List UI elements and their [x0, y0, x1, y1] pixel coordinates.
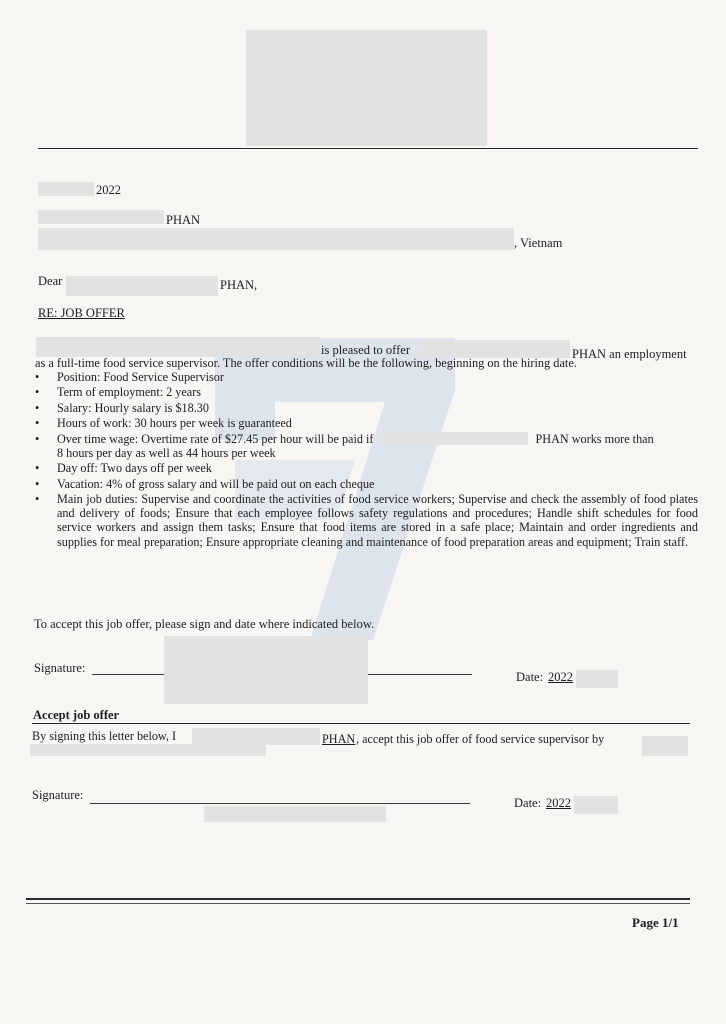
offer-conditions-list [34, 370, 698, 550]
salutation-name: PHAN, [220, 278, 258, 292]
condition-position: • Position: Food Service Supervisor [34, 370, 698, 384]
salutation-prefix: Dear [38, 274, 63, 288]
signature-redacted [164, 636, 368, 704]
accept-rule [32, 723, 690, 724]
condition-overtime [34, 432, 698, 460]
overtime-text-3: 8 hours per day as well as 44 hours per week [57, 445, 276, 460]
date-label-2: Date: [514, 796, 542, 810]
recipient-country: , Vietnam [514, 236, 563, 250]
page-number: Page 1/1 [632, 915, 679, 930]
condition-term: • Term of employment: 2 years [34, 385, 698, 399]
condition-day-off: • Day off: Two days off per week [34, 461, 698, 475]
signature-label: Signature: [34, 661, 86, 675]
accept-text-1: By signing this letter below, I [32, 729, 177, 743]
letter-date-year: 2022 [96, 183, 121, 197]
signature-line-2[interactable] [90, 803, 470, 804]
letterhead-logo-redacted [246, 30, 487, 146]
intro-line-2: as a full-time food service supervisor. The offer conditions will be the following, beginning on the hiring date. [35, 356, 577, 370]
overtime-employee-redacted [380, 432, 528, 445]
accept-continuation-redacted [30, 744, 266, 756]
recipient-name: PHAN [166, 213, 201, 227]
condition-salary: • Salary: Hourly salary is $18.30 [34, 401, 698, 415]
intro-text-2: PHAN an employment [572, 347, 687, 361]
salutation-name-redacted [66, 276, 218, 296]
recipient-firstname-redacted [38, 210, 164, 224]
date-label: Date: [516, 670, 544, 684]
accept-text-3: , accept this job offer of food service supervisor by [356, 732, 605, 746]
recipient-address-redacted [38, 228, 514, 250]
accept-instruction: To accept this job offer, please sign and date where indicated below. [34, 617, 375, 631]
accept-heading: Accept job offer [33, 708, 120, 722]
subject-line: RE: JOB OFFER [38, 306, 125, 320]
signature-label-2: Signature: [32, 788, 84, 802]
footer-rule-2 [26, 903, 690, 904]
date-redacted [576, 670, 618, 688]
header-rule [38, 148, 698, 149]
accept-text-2: PHAN [322, 732, 356, 746]
condition-hours: • Hours of work: 30 hours per week is guaranteed [34, 416, 698, 430]
condition-duties: • Main job duties: Supervise and coordinate the activities of food service workers; Supervise and check the assembly of food plates and delivery of foods; Ensure that each employee follows safety regulations and procedures; Handle shift schedules for food service workers and assign them tasks; Ensure that food items are stored in a safe place; Maintain and order ingredients and supplies for meal preparation; Ensure appropriate cleaning and maintenance of food preparation areas and equipment; Train staff. [34, 492, 698, 549]
date-value[interactable]: 2022 [548, 670, 573, 684]
accept-date-redacted [642, 736, 688, 756]
condition-vacation: • Vacation: 4% of gross salary and will be paid out on each cheque [34, 477, 698, 491]
date-value-2[interactable]: 2022 [546, 796, 571, 810]
date-redacted-2 [574, 796, 618, 814]
intro-text-1: is pleased to offer [321, 343, 410, 357]
overtime-text-2: PHAN works more than [535, 431, 654, 446]
overtime-text-1: Over time wage: Overtime rate of $27.45 per hour will be paid if [57, 431, 374, 446]
accept-name-redacted [192, 728, 320, 745]
footer-rule-1 [26, 898, 690, 900]
company-name-redacted [36, 337, 320, 357]
date-day-month-redacted [38, 182, 94, 196]
signature-redacted-2 [204, 806, 386, 822]
